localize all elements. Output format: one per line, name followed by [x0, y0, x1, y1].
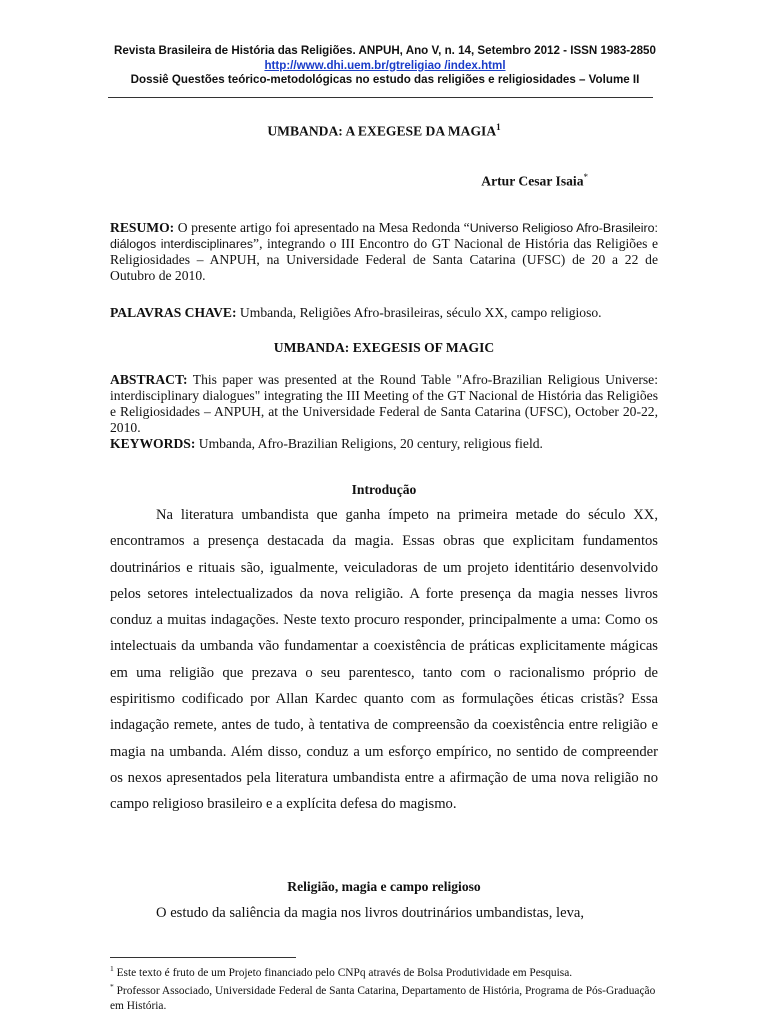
- palavras-chave-label: PALAVRAS CHAVE:: [110, 305, 237, 320]
- abstract-label: ABSTRACT:: [110, 372, 188, 387]
- intro-heading: Introdução: [351, 482, 417, 497]
- title-footnote-mark: 1: [496, 122, 501, 132]
- section-heading: Religião, magia e campo religioso: [287, 879, 481, 894]
- resumo-paragraph: RESUMO: O presente artigo foi apresentado na Mesa Redonda “Universo Religioso Afro-Brasileiro: diálogos interdisciplinares”, integrando o III Encontro do GT Nacional de História das Religiões e Religiosidades – ANPUH, na Universidade Federal de Santa Catarina (UFSC) de 20 a 22 de Outubro de 2010.: [110, 220, 659, 283]
- paper-title: UMBANDA: A EXEGESE DA MAGIA$^1$: [267, 122, 501, 139]
- footnote-divider: [110, 957, 296, 958]
- journal-header: [110, 44, 660, 88]
- palavras-chave: PALAVRAS CHAVE: Umbanda, Religiões Afro-brasileiras, século XX, campo religioso.: [110, 305, 602, 320]
- english-title: UMBANDA: EXEGESIS OF MAGIC: [273, 340, 495, 355]
- footnote-1: $^1$ Este texto é fruto de um Projeto financiado pelo CNPq através de Bolsa Produtividade em Pesquisa.: [110, 964, 573, 979]
- keywords-line: KEYWORDS: Umbanda, Afro-Brazilian Religions, 20 century, religious field.: [110, 436, 543, 451]
- keywords-label: KEYWORDS:: [110, 436, 196, 451]
- author-footnote-mark: *: [583, 172, 588, 182]
- author-name: Artur Cesar Isaia*: [481, 172, 588, 189]
- section-paragraph: O estudo da saliência da magia nos livros doutrinários umbandistas, leva,: [156, 905, 584, 921]
- resumo-label: RESUMO:: [110, 220, 175, 235]
- footnote-author: * Professor Associado, Universidade Federal de Santa Catarina, Departamento de História, Programa de Pós-Graduação em História.: [110, 982, 656, 1012]
- journal-url-link[interactable]: http://www.dhi.uem.br/gtreligiao /index.html: [264, 58, 506, 72]
- dossier-line: Dossiê Questões teórico-metodológicas no estudo das religiões e religiosidades – Volume II: [130, 73, 640, 86]
- journal-citation: Revista Brasileira de História das Religiões. ANPUH, Ano V, n. 14, Setembro 2012 - ISSN 1983-2850: [114, 44, 656, 57]
- abstract-paragraph: ABSTRACT: This paper was presented at the Round Table "Afro-Brazilian Religious Universe: interdisciplinary dialogues" integrating the III Meeting of the GT Nacional de História das Religiões e Religiosidades – ANPUH, at the Universidade Federal de Santa Catarina (UFSC), October 20-22, 2010.: [110, 372, 658, 435]
- footnotes: [110, 962, 658, 1013]
- header-divider: [108, 97, 653, 98]
- intro-paragraph: Na literatura umbandista que ganha ímpeto na primeira metade do século XX, encontramos a presença destacada da magia. Essas obras que explicitam fundamentos doutrinários e rituais são, igualmente, veiculadoras de um projeto identitário desenvolvido pelos setores intelectualizados da nova religião. A forte presença da magia nesses livros conduz a muitas indagações. Neste texto procuro responder, principalmente a uma: Como os intelectuais da umbanda vão fundamentar a coexistência de práticas explicitamente mágicas em uma religião que prezava o seu parentesco, tanto com o racionalismo próprio de espiritismo codificado por Allan Kardec quanto com as formulações éticas cristãs? Essa indagação remete, antes de tudo, à tentativa de compreensão da coexistência entre religião e magia na umbanda. Além disso, conduz a um esforço empírico, no sentido de compreender os nexos apresentados pela literatura umbandista entre a afirmação de uma nova religião no campo religioso brasileiro e a explícita defesa do magismo.: [110, 507, 658, 813]
